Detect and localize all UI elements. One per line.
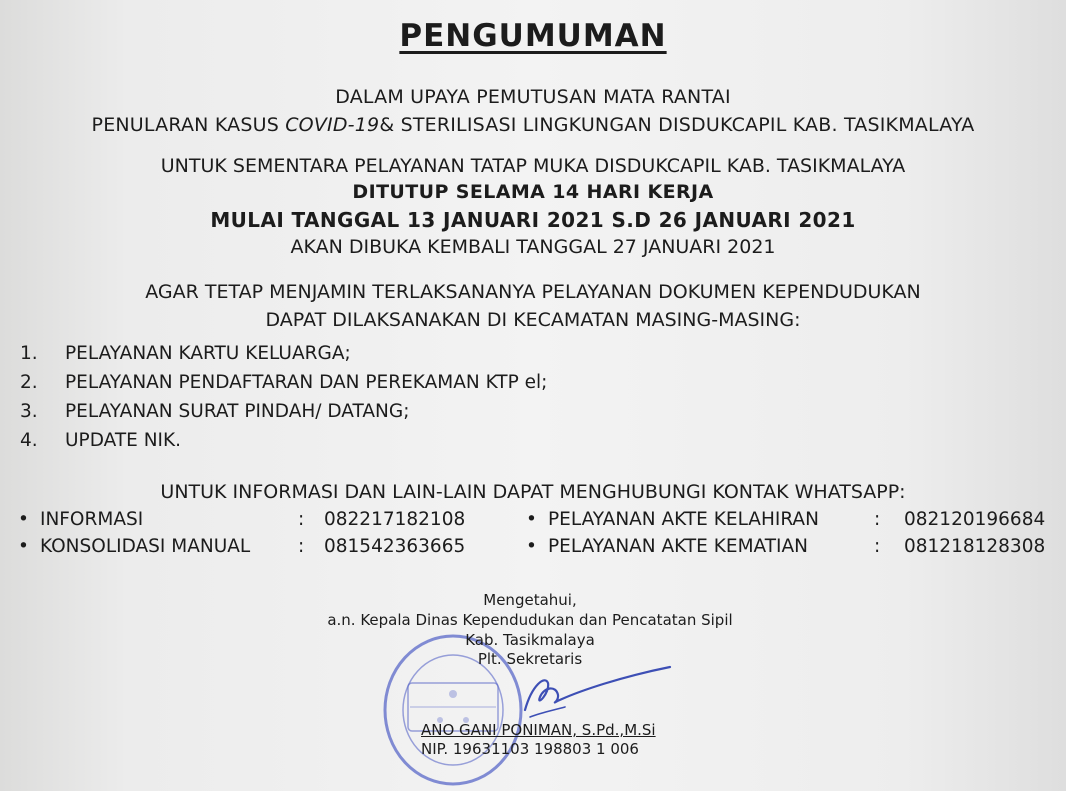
contact-row [18,536,465,557]
contact-number: 082120196684 [904,509,1046,530]
list-item-text: PELAYANAN KARTU KELUARGA; [65,343,351,364]
contact-separator: : [874,509,881,530]
list-item [20,401,547,430]
contact-row [526,536,1045,557]
covid-label: COVID-19 [285,114,380,136]
contact-label: KONSOLIDASI MANUAL [40,536,251,557]
signatory-nip: NIP. 19631103 198803 1 006 [421,740,639,758]
contact-label: PELAYANAN AKTE KELAHIRAN [548,509,819,530]
services-intro-line-2: DAPAT DILAKSANAKAN DI KECAMATAN MASING-MASING: [265,309,801,331]
closure-duration: DITUTUP SELAMA 14 HARI KERJA [352,181,714,203]
contact-separator: : [874,536,881,557]
closure-line-1: UNTUK SEMENTARA PELAYANAN TATAP MUKA DISDUKCAPIL KAB. TASIKMALAYA [160,155,906,177]
list-item [20,430,547,459]
closure-dates: MULAI TANGGAL 13 JANUARI 2021 S.D 26 JANUARI 2021 [210,208,856,232]
intro-line-2-post: & STERILISASI LINGKUNGAN DISDUKCAPIL KAB. TASIKMALAYA [379,114,975,136]
signature-region: Kab. Tasikmalaya [465,631,595,649]
bullet: • [526,509,537,530]
services-intro-line-1: AGAR TETAP MENJAMIN TERLAKSANANYA PELAYANAN DOKUMEN KEPENDUDUKAN [145,281,921,303]
intro-line-2-pre: PENULARAN KASUS [91,114,286,136]
intro-line-2 [0,114,1066,136]
signature-opening: Mengetahui, [483,591,577,609]
reopen-date: AKAN DIBUKA KEMBALI TANGGAL 27 JANUARI 2021 [290,236,776,258]
document-title: PENGUMUMAN [399,18,667,54]
signature-position: Plt. Sekretaris [477,650,583,668]
contact-number: 081218128308 [904,536,1046,557]
list-item-number: 1. [20,343,38,364]
bullet: • [18,536,29,557]
contact-row [526,509,1045,530]
list-item-number: 4. [20,430,38,451]
contact-number: 081542363665 [324,536,466,557]
contact-separator: : [298,509,305,530]
contact-label: INFORMASI [40,509,144,530]
contacts-heading: UNTUK INFORMASI DAN LAIN-LAIN DAPAT MENGHUBUNGI KONTAK WHATSAPP: [160,481,906,503]
list-item-text: PELAYANAN SURAT PINDAH/ DATANG; [65,401,410,422]
services-list [20,343,547,459]
contact-separator: : [298,536,305,557]
list-item-number: 2. [20,372,38,393]
signature-on-behalf: a.n. Kepala Dinas Kependudukan dan Pencatatan Sipil [327,611,733,629]
list-item-text: UPDATE NIK. [65,430,182,451]
contact-row [18,509,465,530]
contact-number: 082217182108 [324,509,466,530]
list-item-number: 3. [20,401,38,422]
list-item [20,372,547,401]
bullet: • [526,536,537,557]
list-item-text: PELAYANAN PENDAFTARAN DAN PEREKAMAN KTP el; [65,372,548,393]
bullet: • [18,509,29,530]
list-item [20,343,547,372]
contact-label: PELAYANAN AKTE KEMATIAN [548,536,809,557]
signatory-name: ANO GANI PONIMAN, S.Pd.,M.Si [421,721,656,739]
intro-line-1: DALAM UPAYA PEMUTUSAN MATA RANTAI [335,86,731,108]
